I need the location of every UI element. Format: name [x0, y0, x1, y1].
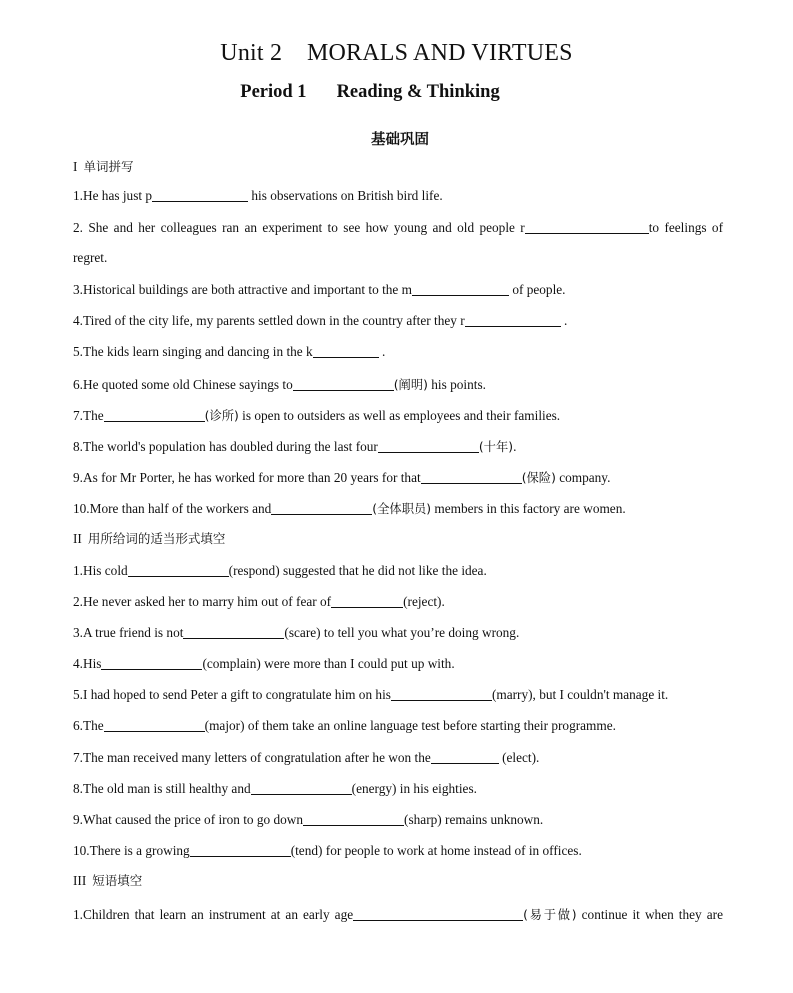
part3-numeral: III [73, 873, 87, 888]
part3-label: 短语填空 [92, 873, 143, 888]
list-item: 2.He never asked her to marry him out of fear of (reject). [73, 594, 445, 609]
list-item: 6.He quoted some old Chinese sayings to (阐明) his points. [73, 377, 486, 392]
answer-blank[interactable] [313, 343, 379, 358]
list-item: 7.The (诊所) is open to outsiders as well as employees and their families. [73, 408, 561, 423]
list-item: 3.A true friend is not (scare) to tell you what you’re doing wrong. [73, 625, 520, 640]
answer-blank[interactable] [104, 717, 205, 732]
answer-blank[interactable] [293, 376, 394, 391]
answer-blank[interactable] [104, 407, 205, 422]
part1-label: 单词拼写 [83, 159, 134, 174]
list-item: 9.As for Mr Porter, he has worked for more than 20 years for that (保险) company. [73, 470, 611, 485]
answer-blank[interactable] [378, 438, 479, 453]
part2-label: 用所给词的适当形式填空 [87, 531, 226, 546]
part1-header [73, 158, 723, 176]
answer-blank[interactable] [431, 749, 499, 764]
answer-blank[interactable] [421, 469, 522, 484]
list-item: 10.There is a growing (tend) for people to work at home instead of in offices. [73, 843, 582, 858]
answer-blank[interactable] [331, 593, 403, 608]
period-number: Period 1 [240, 82, 307, 102]
list-item: 10.More than half of the workers and (全体职员) members in this factory are women. [73, 501, 626, 516]
answer-blank[interactable] [525, 219, 649, 234]
answer-blank[interactable] [271, 500, 372, 515]
list-item: 4.His (complain) were more than I could put up with. [73, 656, 455, 671]
answer-blank[interactable] [303, 811, 404, 826]
list-item: 8.The world's population has doubled during the last four (十年). [73, 439, 517, 454]
part2-header [73, 530, 723, 548]
answer-blank[interactable] [412, 281, 509, 296]
list-item: 5.The kids learn singing and dancing in the k . [73, 344, 386, 359]
list-item: 1.Children that learn an instrument at an early age (易于做) continue it when they are [73, 907, 723, 922]
part1-numeral: I [73, 159, 78, 174]
answer-blank[interactable] [152, 187, 248, 202]
part2-numeral: II [73, 531, 82, 546]
answer-blank[interactable] [391, 686, 492, 701]
answer-blank[interactable] [251, 780, 352, 795]
answer-blank[interactable] [353, 906, 523, 921]
list-item: 3.Historical buildings are both attractive and important to the m of people. [73, 282, 566, 297]
section-heading: 基础巩固 [371, 132, 429, 148]
part3-header [73, 872, 723, 890]
list-item: 8.The old man is still healthy and (energy) in his eighties. [73, 781, 477, 796]
period-topic: Reading & Thinking [336, 82, 500, 102]
list-item: 1.His cold (respond) suggested that he did not like the idea. [73, 563, 487, 578]
period-title [0, 82, 740, 103]
unit-title: Unit 2 MORALS AND VIRTUES [220, 40, 573, 66]
list-item: 1.He has just p his observations on British bird life. [73, 188, 443, 203]
answer-blank[interactable] [465, 312, 561, 327]
list-item: 5.I had hoped to send Peter a gift to congratulate him on his (marry), but I couldn't manage it. [73, 687, 669, 702]
list-item: 9.What caused the price of iron to go down (sharp) remains unknown. [73, 812, 544, 827]
answer-blank[interactable] [101, 655, 202, 670]
answer-blank[interactable] [128, 562, 229, 577]
list-item: 7.The man received many letters of congratulation after he won the (elect). [73, 750, 540, 765]
answer-blank[interactable] [190, 842, 291, 857]
answer-blank[interactable] [183, 624, 284, 639]
list-item: 6.The (major) of them take an online language test before starting their programme. [73, 718, 616, 733]
list-item-continuation: regret. [73, 250, 108, 265]
list-item: 2. She and her colleagues ran an experiment to see how young and old people r to feelings of [73, 220, 723, 235]
list-item: 4.Tired of the city life, my parents settled down in the country after they r . [73, 313, 568, 328]
